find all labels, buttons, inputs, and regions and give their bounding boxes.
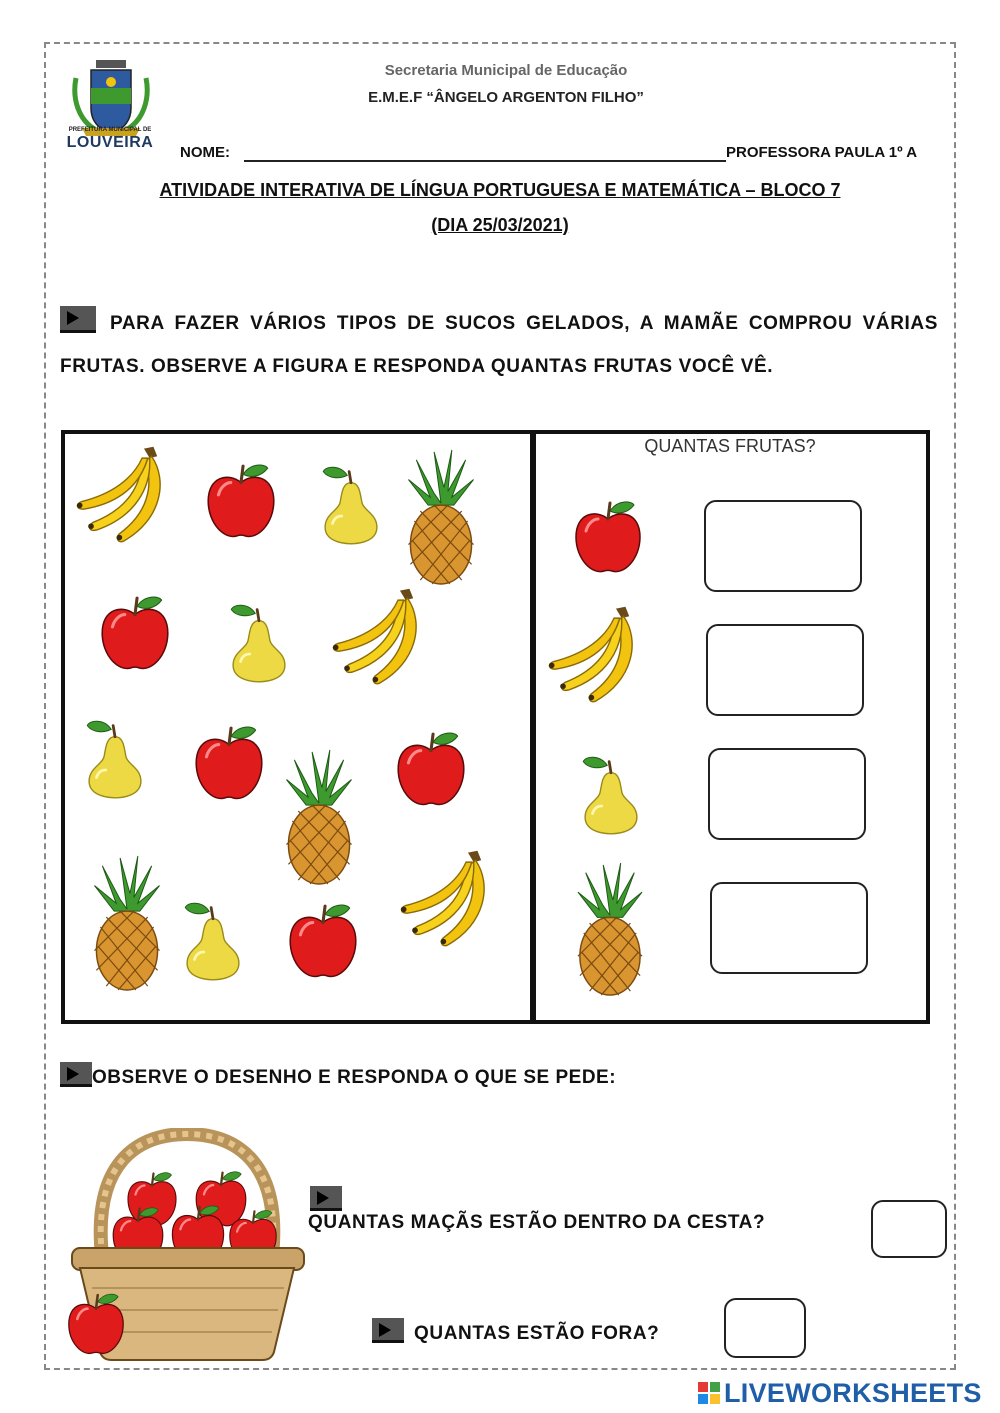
liveworksheets-footer <box>698 1378 982 1409</box>
apple-icon <box>390 722 472 816</box>
apple-icon <box>62 1288 130 1360</box>
apple-count-input[interactable] <box>704 500 862 592</box>
pear-icon <box>78 708 152 808</box>
question-2-text: OBSERVE O DESENHO E RESPONDA O QUE SE PEDE: <box>92 1067 617 1088</box>
question-4 <box>372 1318 659 1345</box>
banana-count-input[interactable] <box>706 624 864 716</box>
pear-icon <box>176 890 250 990</box>
question-1-text: PARA FAZER VÁRIOS TIPOS DE SUCOS GELADOS, A MAMÃE COMPROU VÁRIAS FRUTAS. OBSERVE A FIGURA E RESPONDA QUANTAS FRUTAS VOCÊ VÊ. <box>60 313 938 377</box>
pear-icon <box>574 744 648 844</box>
inside-count-input[interactable] <box>871 1200 947 1258</box>
pineapple-icon <box>284 748 354 886</box>
name-label: NOME: <box>180 144 230 161</box>
name-field[interactable] <box>244 160 726 162</box>
logo-caption: PREFEITURA MUNICIPAL DE <box>68 127 152 133</box>
pineapple-count-input[interactable] <box>710 882 868 974</box>
banana-icon <box>74 440 178 550</box>
pineapple-icon <box>576 860 644 998</box>
logo-city: LOUVEIRA <box>66 134 154 151</box>
pineapple-icon <box>406 448 476 586</box>
outside-count-input[interactable] <box>724 1298 806 1358</box>
question-1 <box>60 302 938 388</box>
play-arrow-icon <box>60 306 96 333</box>
banana-icon <box>398 844 502 954</box>
pear-icon <box>222 592 296 692</box>
pineapple-icon <box>92 854 162 992</box>
pear-icon <box>314 454 388 554</box>
apple-icon <box>568 492 648 582</box>
footer-text: LIVEWORKSHEETS <box>724 1378 982 1408</box>
activity-title: ATIVIDADE INTERATIVA DE LÍNGUA PORTUGUESA E MATEMÁTICA – BLOCO 7 <box>159 180 841 200</box>
question-3-text: QUANTAS MAÇÃS ESTÃO DENTRO DA CESTA? <box>308 1212 766 1233</box>
banana-icon <box>330 582 434 692</box>
activity-date: (DIA 25/03/2021) <box>431 215 569 235</box>
liveworksheets-logo-icon <box>698 1382 720 1404</box>
count-panel-title: QUANTAS FRUTAS? <box>644 436 816 456</box>
school-heading: E.M.E.F “ÂNGELO ARGENTON FILHO” <box>368 89 644 106</box>
apple-icon <box>282 894 364 988</box>
banana-icon <box>546 600 650 710</box>
play-arrow-icon <box>60 1062 92 1087</box>
question-4-text: QUANTAS ESTÃO FORA? <box>414 1323 660 1344</box>
play-arrow-icon <box>310 1186 342 1211</box>
pear-count-input[interactable] <box>708 748 866 840</box>
play-arrow-icon <box>372 1318 404 1343</box>
question-2 <box>60 1062 616 1089</box>
apple-icon <box>188 716 270 810</box>
apple-icon <box>94 586 176 680</box>
apple-icon <box>200 454 282 548</box>
secretaria-heading: Secretaria Municipal de Educação <box>384 62 628 79</box>
teacher-label: PROFESSORA PAULA 1º A <box>726 144 918 161</box>
